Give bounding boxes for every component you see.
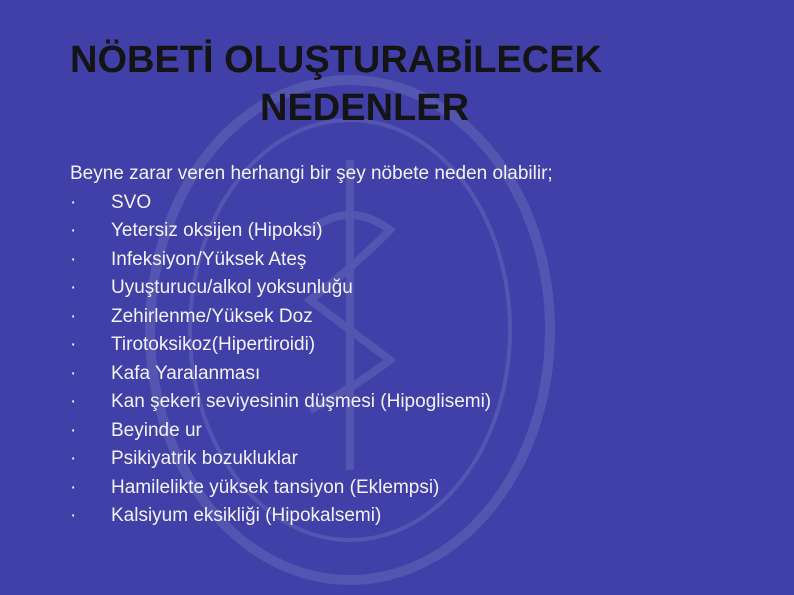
list-item: [70, 417, 770, 446]
slide-title: [70, 36, 670, 132]
list-item: [70, 331, 770, 360]
list-item: [70, 303, 770, 332]
bullet-icon: ·: [70, 419, 77, 441]
cause-list: [70, 189, 770, 531]
intro-text: Beyne zarar veren herhangi bir şey nöbete neden olabilir;: [70, 163, 553, 184]
list-item: [70, 445, 770, 474]
list-item-text: Beyinde ur: [111, 419, 202, 441]
bullet-icon: ·: [70, 248, 77, 270]
bullet-icon: ·: [70, 505, 77, 526]
bullet-icon: ·: [70, 220, 77, 241]
list-item-text: Kafa Yaralanması: [111, 362, 261, 384]
list-item-text: Zehirlenme/Yüksek Doz: [111, 305, 313, 327]
bullet-icon: ·: [70, 362, 77, 384]
bullet-icon: ·: [70, 277, 77, 298]
title-line-1: NÖBETİ OLUŞTURABİLECEK: [70, 39, 602, 81]
list-item-text: Uyuşturucu/alkol yoksunluğu: [111, 277, 353, 298]
list-item: [70, 502, 770, 531]
bullet-icon: ·: [70, 476, 77, 498]
list-item-text: Kan şekeri seviyesinin düşmesi (Hipoglisemi): [111, 391, 492, 412]
bullet-icon: ·: [70, 191, 77, 213]
list-item: [70, 274, 770, 303]
list-item-text: Kalsiyum eksikliği (Hipokalsemi): [111, 505, 382, 526]
list-item: [70, 189, 770, 218]
list-item-text: Infeksiyon/Yüksek Ateş: [111, 248, 307, 270]
list-item-text: Psikiyatrik bozukluklar: [111, 448, 298, 469]
bullet-icon: ·: [70, 391, 77, 412]
list-item: [70, 246, 770, 275]
title-line-2: NEDENLER: [260, 87, 470, 129]
list-item-text: Yetersiz oksijen (Hipoksi): [111, 220, 323, 241]
bullet-icon: ·: [70, 448, 77, 469]
list-item-text: Tirotoksikoz(Hipertiroidi): [111, 334, 316, 355]
list-item: [70, 474, 770, 503]
bullet-icon: ·: [70, 334, 77, 355]
list-item: [70, 388, 770, 417]
list-item-text: Hamilelikte yüksek tansiyon (Eklempsi): [111, 476, 440, 498]
list-item: [70, 360, 770, 389]
content-body: [70, 160, 770, 531]
list-item-text: SVO: [111, 191, 152, 213]
bullet-icon: ·: [70, 305, 77, 327]
list-item: [70, 217, 770, 246]
